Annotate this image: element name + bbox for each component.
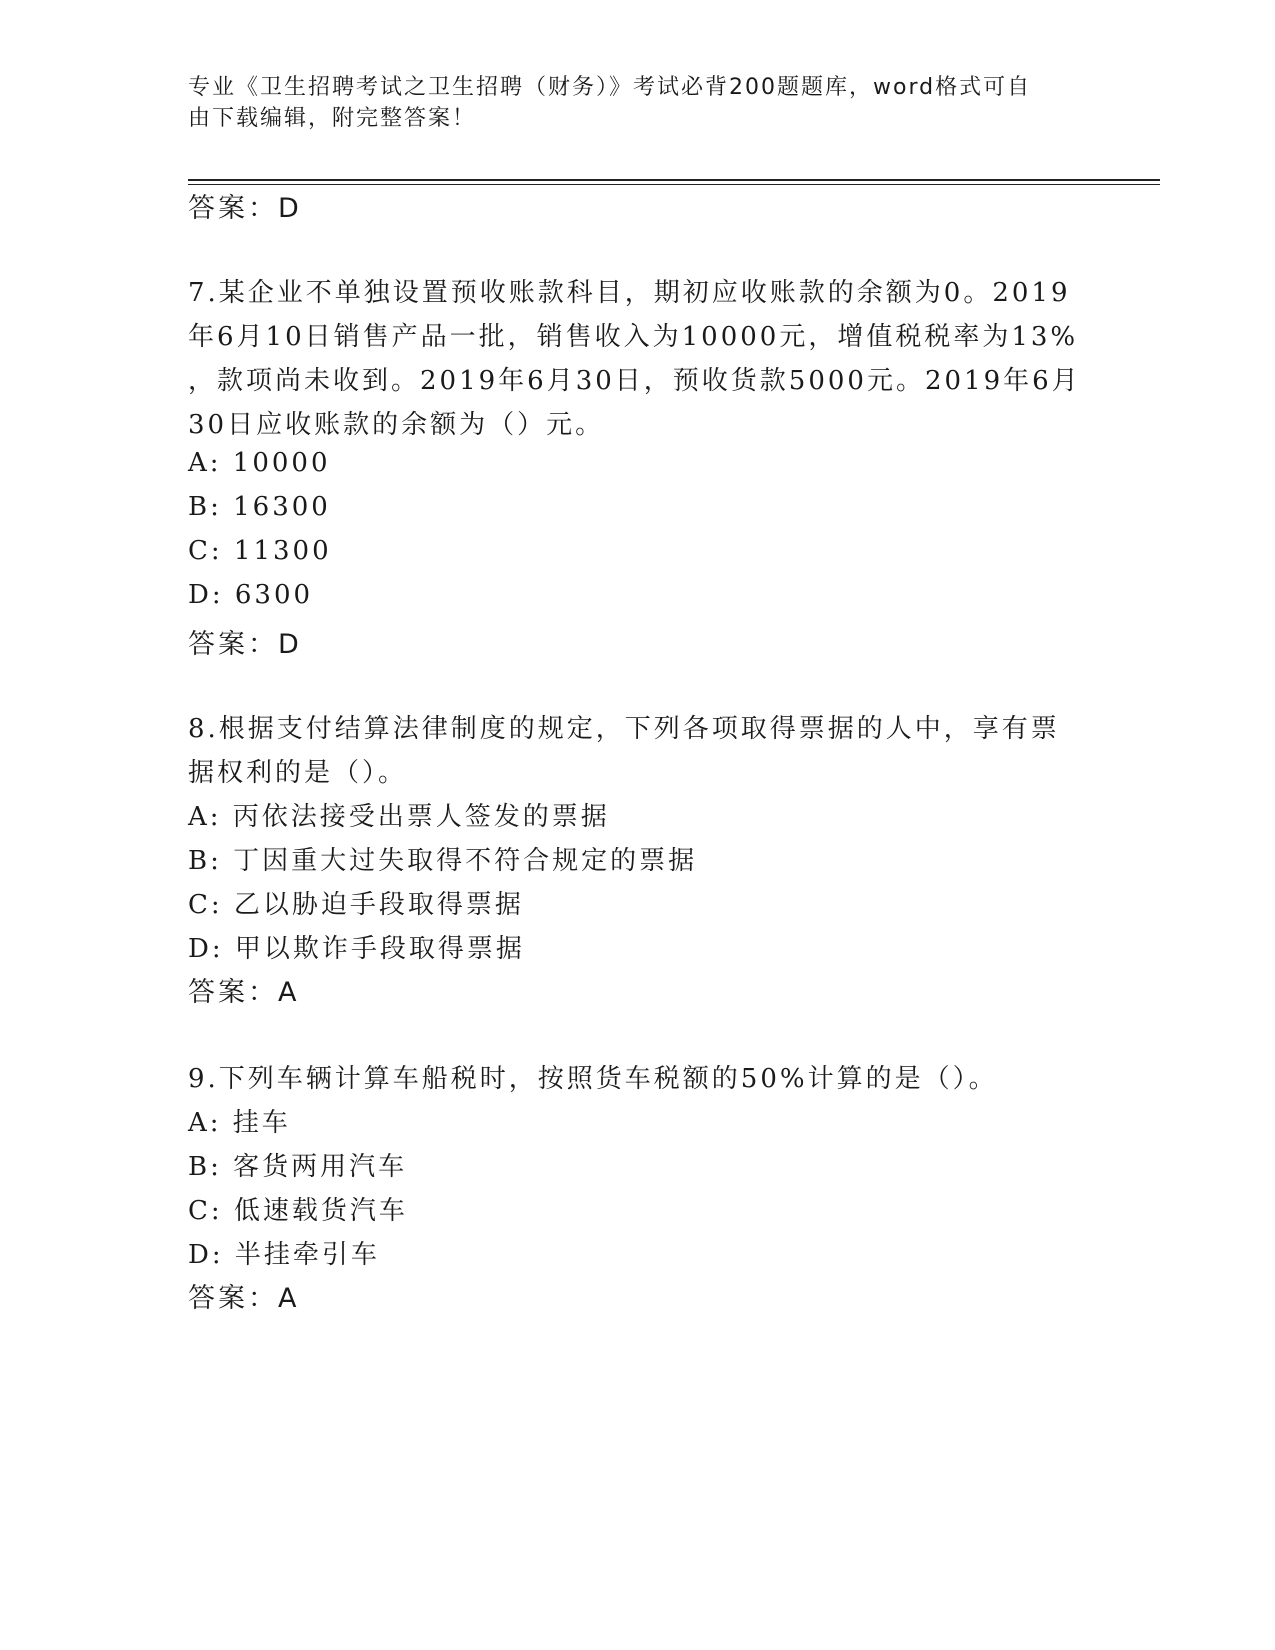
q7-option-d: D: 6300 — [188, 580, 314, 610]
q8-stem-line-1: 8.根据支付结算法律制度的规定，下列各项取得票据的人中，享有票 — [188, 714, 1060, 744]
q7-option-b: B: 16300 — [188, 492, 331, 522]
q7-answer: 答案：D — [188, 629, 302, 660]
q9-option-c: C: 低速载货汽车 — [188, 1196, 408, 1226]
q8-answer: 答案：A — [188, 977, 300, 1008]
q9-answer: 答案：A — [188, 1283, 300, 1314]
header-rule-thick — [188, 179, 1160, 181]
document-header — [188, 72, 1068, 134]
header-line-1: 专业《卫生招聘考试之卫生招聘（财务）》考试必背200题题库，word格式可自 — [188, 75, 1032, 100]
q7-option-c: C: 11300 — [188, 536, 332, 566]
q8-option-a: A: 丙依法接受出票人签发的票据 — [188, 802, 610, 832]
q7-option-a: A: 10000 — [188, 448, 331, 478]
q8-option-b: B: 丁因重大过失取得不符合规定的票据 — [188, 846, 698, 876]
q9-option-d: D: 半挂牵引车 — [188, 1240, 380, 1270]
q7-stem-line-4: 30日应收账款的余额为（）元。 — [188, 410, 605, 440]
q9-option-a: A: 挂车 — [188, 1108, 291, 1138]
q9-stem-line-1: 9.下列车辆计算车船税时，按照货车税额的50%计算的是（）。 — [188, 1064, 998, 1094]
q7-stem-line-1: 7.某企业不单独设置预收账款科目，期初应收账款的余额为0。2019 — [188, 278, 1071, 308]
header-line-2: 由下载编辑，附完整答案！ — [188, 106, 477, 131]
answer-top: 答案：D — [188, 193, 302, 224]
q8-option-c: C: 乙以胁迫手段取得票据 — [188, 890, 524, 920]
q7-stem-line-3: ，款项尚未收到。2019年6月30日，预收货款5000元。2019年6月 — [188, 366, 1081, 396]
q8-stem-line-2: 据权利的是（）。 — [188, 758, 408, 788]
q8-option-d: D: 甲以欺诈手段取得票据 — [188, 934, 525, 964]
q7-stem-line-2: 年6月10日销售产品一批，销售收入为10000元，增值税税率为13% — [188, 322, 1079, 352]
header-rule-thin — [188, 184, 1160, 185]
q9-option-b: B: 客货两用汽车 — [188, 1152, 408, 1182]
